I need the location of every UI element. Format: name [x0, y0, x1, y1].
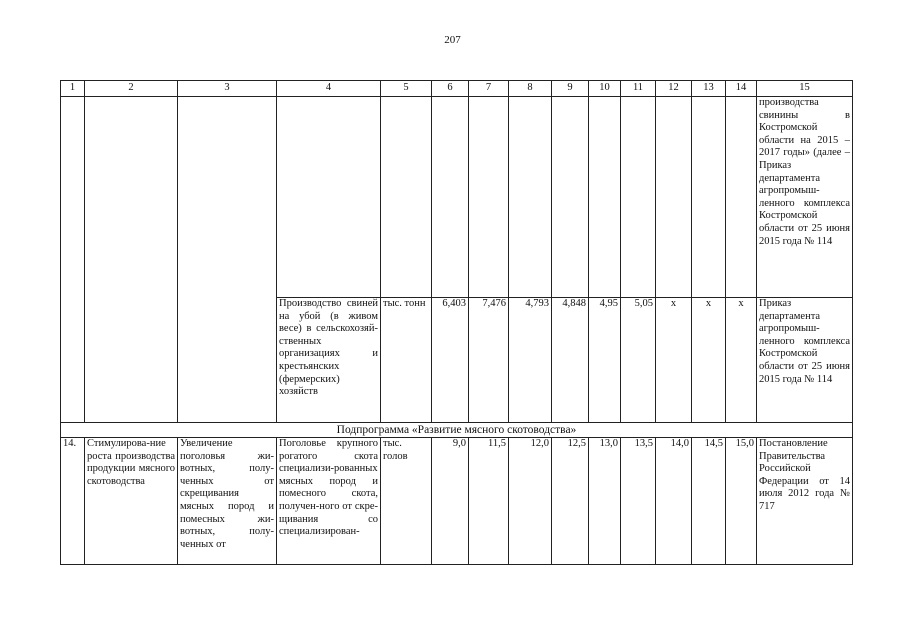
row-number-cell: 14. — [61, 438, 85, 565]
empty-cell — [552, 97, 589, 298]
row-14 — [61, 438, 853, 565]
value-cell: х — [726, 298, 757, 423]
header-cell: 12 — [656, 81, 692, 97]
value-cell: 4,793 — [509, 298, 552, 423]
document-reference-cell: производства свинины в Костромской области на 2015 – 2017 годы» (далее – Приказ департамента агропромыш-ленного комплекса Костромской области от 25 июня 2015 года № 114 — [757, 97, 853, 298]
value-cell: 7,476 — [469, 298, 509, 423]
value-cell: 11,5 — [469, 438, 509, 565]
header-row — [61, 81, 853, 97]
value-cell: 4,95 — [589, 298, 621, 423]
indicator-cell: Поголовье крупного рогатого скота специализи-рованных мясных пород и помесного скота, получен-ного от скре-щивания со специализирован- — [277, 438, 381, 565]
result-cell: Увеличение поголовья жи-вотных, полу-ченных от скрещивания мясных пород и помесных жи-вотных, полу-ченных от — [178, 438, 277, 565]
empty-cell — [621, 97, 656, 298]
unit-cell: тыс. тонн — [381, 298, 432, 423]
empty-cell — [469, 97, 509, 298]
value-cell: 6,403 — [432, 298, 469, 423]
empty-cell — [726, 97, 757, 298]
measure-cell: Стимулирова-ние роста производства продукции мясного скотоводства — [85, 438, 178, 565]
value-cell: 9,0 — [432, 438, 469, 565]
empty-cell — [277, 97, 381, 298]
header-cell: 10 — [589, 81, 621, 97]
empty-cell — [85, 97, 178, 423]
empty-cell — [381, 97, 432, 298]
document-reference-cell: Приказ департамента агропромыш-ленного комплекса Костромской области от 25 июня 2015 года № 114 — [757, 298, 853, 423]
unit-cell: тыс. голов — [381, 438, 432, 565]
value-cell: 13,5 — [621, 438, 656, 565]
value-cell: 5,05 — [621, 298, 656, 423]
header-cell: 7 — [469, 81, 509, 97]
indicator-cell: Производство свиней на убой (в живом весе) в сельскохозяй-ственных организациях и крестьянских (фермерских) хозяйств — [277, 298, 381, 423]
header-cell: 2 — [85, 81, 178, 97]
header-cell: 8 — [509, 81, 552, 97]
header-cell: 1 — [61, 81, 85, 97]
value-cell: 15,0 — [726, 438, 757, 565]
empty-cell — [589, 97, 621, 298]
header-cell: 6 — [432, 81, 469, 97]
header-cell: 14 — [726, 81, 757, 97]
value-cell: х — [692, 298, 726, 423]
header-cell: 3 — [178, 81, 277, 97]
value-cell: х — [656, 298, 692, 423]
value-cell: 12,0 — [509, 438, 552, 565]
value-cell: 4,848 — [552, 298, 589, 423]
document-reference-cell: Постановление Правительства Российской Федерации от 14 июля 2012 года № 717 — [757, 438, 853, 565]
empty-cell — [178, 97, 277, 423]
empty-cell — [692, 97, 726, 298]
header-cell: 4 — [277, 81, 381, 97]
header-cell: 9 — [552, 81, 589, 97]
page-number: 207 — [444, 34, 461, 46]
header-cell: 5 — [381, 81, 432, 97]
continuation-row — [61, 97, 853, 298]
empty-cell — [61, 97, 85, 423]
header-cell: 15 — [757, 81, 853, 97]
subprogram-title: Подпрограмма «Развитие мясного скотоводства» — [61, 423, 853, 438]
value-cell: 12,5 — [552, 438, 589, 565]
empty-cell — [432, 97, 469, 298]
empty-cell — [656, 97, 692, 298]
data-table — [60, 80, 853, 565]
subprogram-row — [61, 423, 853, 438]
header-cell: 11 — [621, 81, 656, 97]
value-cell: 14,0 — [656, 438, 692, 565]
value-cell: 14,5 — [692, 438, 726, 565]
header-cell: 13 — [692, 81, 726, 97]
empty-cell — [509, 97, 552, 298]
value-cell: 13,0 — [589, 438, 621, 565]
